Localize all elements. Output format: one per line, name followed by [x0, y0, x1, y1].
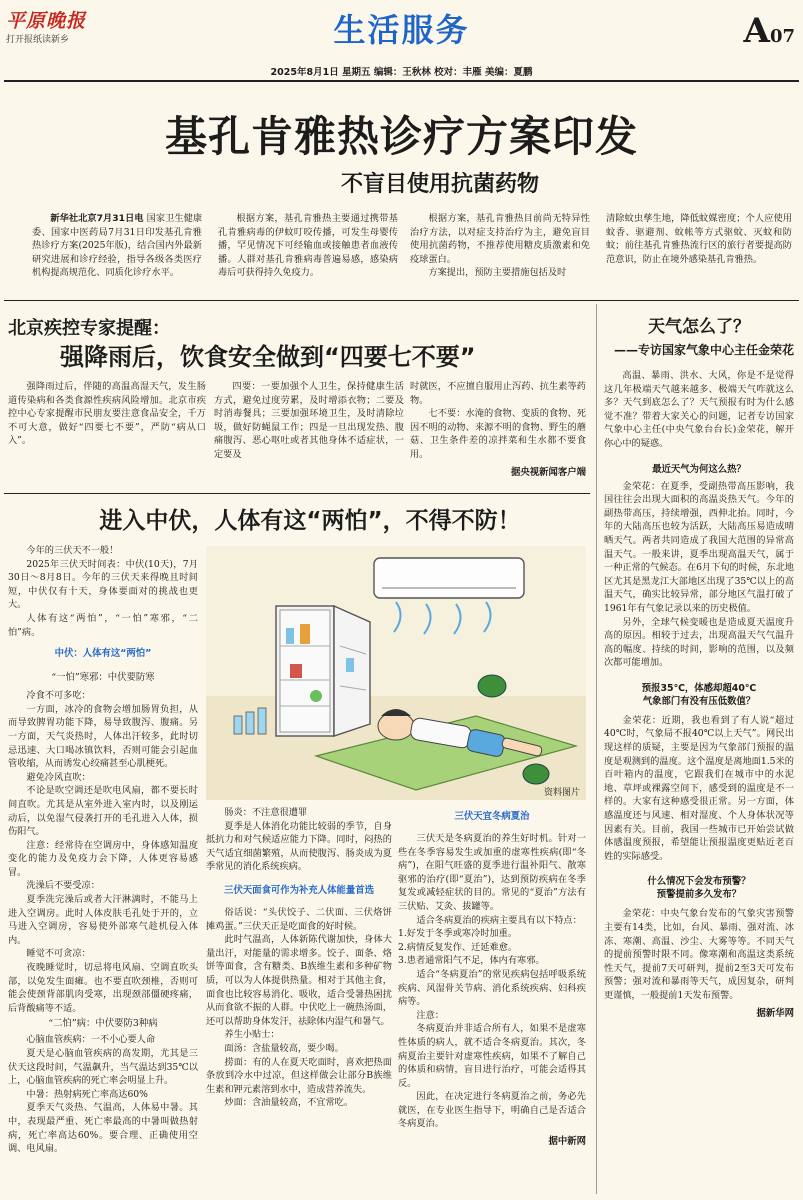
- article3-subhead-1: 中伏：人体有这“两怕”: [54, 648, 152, 660]
- q3-heading-line1: 什么情况下会发布预警？: [647, 876, 751, 888]
- article4-byline: ——专访国家气象中心主任金荣花: [613, 343, 794, 357]
- section-title: 生活服务: [333, 11, 470, 49]
- q3-heading-line2: 预警提前多久发布？: [656, 889, 742, 901]
- article2-col3: 时就医，不应擅自服用止泻药、抗生素等药物。 七不要：水淹的食物、变质的食物、死因不明的动物、来源不明的食物、野生的蘑菇、卫生条件差的凉拌菜和生水都不要食用。 据央视新闻客户端: [410, 381, 586, 478]
- winter-list-2: 2.病情反复发作、迁延难愈。: [398, 941, 518, 953]
- article3-title: 进入中伏，人体有这“两怕”，不得不防！: [99, 508, 521, 534]
- article4-source: 据新华网: [756, 1007, 794, 1019]
- brand-slogan: 打开报纸读新乡: [6, 35, 70, 45]
- summer-illustration: [206, 546, 586, 800]
- article1-col1: 新华社北京7月31日电 国家卫生健康委、国家中医药局7月31日印发基孔肯雅热诊疗方案(2025年版)，结合国内外最新研究进展和诊疗经验，指导各级各类医疗机构提高规范化、同质化诊疗水平。: [32, 213, 203, 279]
- fear2-heading: “二怕”病：中伏要防3种病: [48, 1018, 158, 1030]
- winter-list-1: 1.好发于冬季或寒冷时加重。: [398, 928, 518, 940]
- article2-col1: 强降雨过后，伴随的高温高湿天气，发生肠道传染病和各类食源性疾病风险增加。北京市疾控中心专家提醒市民朋友要注意食品安全，千万不可大意，做好“四要七不要”，严防“病从口入”。: [8, 381, 206, 447]
- article3-subhead-3: 三伏天宜冬病夏治: [454, 811, 530, 822]
- q1-heading: 最近天气为何这么热？: [652, 463, 746, 475]
- article1-title: 基孔肯雅热诊疗方案印发: [164, 112, 638, 161]
- article4-title: 天气怎么了？: [648, 317, 750, 337]
- article3-col2: 肠炎：不注意很遭罪 夏季是人体消化功能比较弱的季节，自身抵抗力和对气候适应能力下降。同时，闷热的天气适宜细菌繁殖，从而使腹泻、肠炎成为夏季常见的消化系统疾病。 三伏天面食可作为补充人体能量首选 俗话说：“头伏饺子、二伏面、三伏烙饼摊鸡蛋。”三伏天正是吃面食的好时候。 此时气温高，人体新陈代谢加快，身体大量出汗，对能量的需求增多。饺子、面条、烙饼等面食，含有糖类、B族维生素和多种矿物质，可以为人体提供热量。相对于其他主食，面食也比较容易消化、吸收，适合受暑热困扰从而食欲不振的人群。中伏吃上一碗热汤面，还可以帮助身体发汗，祛除体内湿气和暑气。 养生小贴士： 面汤：含盐量较高，要少喝。 捞面：有的人在夏天吃面时，喜欢把热面条放到冷水中过凉，但这样做会让部分B族维生素和钾元素溶到水中，造成营养流失。 炒面：含油量较高，不宜常吃。: [206, 807, 392, 1109]
- article3-col3: 三伏天宜冬病夏治 三伏天是冬病夏治的养生好时机。针对一些在冬季容易发生或加重的虚寒性疾病(即“冬病”)，在阳气旺盛的夏季进行温补阳气、散寒驱邪的治疗(即“夏治”)，达到预防疾病在冬季复发或减轻症状的目的。常见的“夏治”方法有三伏贴、艾灸、拔罐等。 适合冬病夏治的疾病主要具有以下特点： 1.好发于冬季或寒冷时加重。 2.病情反复发作、迁延难愈。 3.患者通常阳气不足，体内有寒邪。 适合“冬病夏治”的常见疾病包括呼吸系统疾病、风湿骨关节病、消化系统疾病、妇科疾病等。 注意： 冬病夏治并非适合所有人，如果不是虚寒性体质的病人，就不适合冬病夏治。其次，冬病夏治主要针对虚寒性疾病，如果不了解自己的体质和病情，盲目进行治疗，可能会适得其反。 因此，在决定进行冬病夏治之前，务必先就医，在专业医生指导下，明确自己是否适合冬病夏治。 据中新网: [398, 811, 586, 1148]
- article1-subtitle: 不盲目使用抗菌药物: [340, 171, 539, 197]
- q2-heading-line2: 气象部门有没有压低数值？: [642, 695, 756, 707]
- brand-logo: 平原晚报: [6, 10, 87, 32]
- sleeping-child-illustration: [206, 546, 586, 800]
- article2-col2: 四要：一要加强个人卫生，保持健康生活方式，避免过度劳累，及时增添衣物；二要及时消毒餐具；三要加强环境卫生，及时清除垃圾，做好防蝇鼠工作；四是一旦出现发热、腹痛腹泻、恶心呕吐或者其他身体不适症状，一定要及: [214, 381, 404, 460]
- article2-kicker: 北京疾控专家提醒：: [8, 318, 170, 339]
- article1-lead: 新华社北京7月31日电: [50, 213, 144, 224]
- q2-heading-line1: 预报35℃，体感却超40℃: [641, 682, 757, 694]
- article1-col3: 根据方案，基孔肯雅热目前尚无特异性治疗方法，以对症支持治疗为主，避免盲目使用抗菌药物，不推荐使用糖皮质激素和免疫球蛋白。 方案提出，预防主要措施包括及时: [410, 213, 590, 279]
- article2-source: 据央视新闻客户端: [510, 466, 586, 478]
- winter-list-3: 3.患者通常阳气不足，体内有寒邪。: [398, 955, 545, 967]
- page-num: 07: [769, 26, 795, 47]
- article1-col4: 清除蚊虫孳生地，降低蚊媒密度；个人应使用蚊香、驱避剂、蚊帐等方式驱蚊、灭蚊和防蚊；前往基孔肯雅热流行区的旅行者要提高防范意识，防止在境外感染基孔肯雅热。: [606, 213, 792, 265]
- article3-subhead-2: 三伏天面食可作为补充人体能量首选: [223, 884, 374, 896]
- article4: 天气怎么了？ ——专访国家气象中心主任金荣花 高温、暴雨、洪水、大风，你是不是觉得这几年极端天气越来越多、极端天气咋就这么多？天气到底怎么了？天气预报有时为什么感觉不准？带着大家关心的问题，记者专访国家气象中心主任(中央气象台台长)金荣花，解开你心中的疑惑。 最近天气为何这么热？ 金荣花：在夏季，受副热带高压影响，我国往往会出现大面积的高温炎热天气。今年的副热带高压，持续增强，西伸北抬。同时，今年的大陆高压也较为活跃，大陆高压易造成晴晒天气。两者共同造成了我国大范围的异常高温天气。一般来讲，夏季出现高温天气，属于一种正常的气候态。在6月下旬的时候，东北地区尤其是黑龙江大部地区出现了35℃以上的高温天气，确实比较异常，部分地区气温打破了1961年有气象记录以来的历史极值。 另外，全球气候变暖也是造成夏天温度升高的原因。相较于过去，出现高温天气气温升高的幅度、持续的时间，影响的范围，以及频次都可能增加。 预报35℃，体感却超40℃ 气象部门有没有压低数值？ 金荣花：近期，我也看到了有人说“超过40℃时，气象局不报40℃以上天气”。网民出现这样的质疑，主要是因为气象部门预报的温度是观测到的温度。这个温度是离地面1.5米的百叶箱内的温度，它跟我们在城市中的水泥地、草坪或裸露空间下，感受到的温度是不一样的。大家有这种感受很正常。另一方面，体感温度还与风速、相对湿度、个人身体状况等因素有关。目前，我国一些城市已开始尝试做体感温度预报，希望能让预报温度更贴近老百姓的实际感受。 什么情况下会发布预警？ 预警提前多久发布？ 金荣花：中央气象台发布的气象灾害预警主要有14类，比如，台风、暴雨、强对流、冰冻、寒潮、高温、沙尘、大雾等等。不同天气的提前预警时限不同。像寒潮和高温这类系统性天气，提前7天可研判，提前2至3天可发布预警；强对流和暴雨等天气，成因复杂，研判更谨慎，一般提前1天发布预警。 据新华网: [604, 317, 794, 1019]
- fear1-heading: “一怕”寒邪：中伏要防寒: [51, 672, 155, 684]
- article2-title: 强降雨后，饮食安全做到“四要七不要”: [60, 343, 476, 371]
- page-number: [743, 11, 795, 51]
- image-credit: 资料图片: [543, 788, 580, 798]
- page-letter: A: [743, 11, 770, 51]
- refrigerator-icon: [276, 606, 370, 736]
- article3-source: 据中新网: [548, 1136, 586, 1148]
- dateline: 2025年8月1日 星期五 编辑：王秋林 校对：丰雁 美编：夏鹏: [270, 67, 533, 78]
- article3-col1: 今年的三伏天不一般！ 2025年三伏天时间表：中伏(10天)，7月30日～8月8日。今年的三伏天来得晚且时间短，中伏仅有十天，身体要面对的挑战也更大。 人体有这“两怕”，“一怕”寒邪，“二怕”病。 中伏：人体有这“两怕” “一怕”寒邪：中伏要防寒 冷食不可多吃： 一方面，冰冷的食物会增加肠胃负担，从而导致脾胃功能下降，易导致腹泻、腹痛。另一方面，天气炎热时，人体出汗较多，此时切忌迅速、大口喝冰镇饮料，否则可能会引起血管收缩，从而诱发心绞痛甚至心肌梗死。 避免冷风直吹： 不论是吹空调还是吹电风扇，都不要长时间直吹。尤其是从室外进入室内时，以及刚运动后，以免湿气侵袭打开的毛孔进入人体，损伤阳气。 注意：经常待在空调房中，身体感知温度变化的能力及免疫力会下降，人体更容易感冒。 洗澡后不要受凉： 夏季洗完澡后或者大汗淋漓时，不能马上进入空调房。此时人体皮肤毛孔处于开的，立马进入空调房，容易使外部寒气趁机侵入体内。 睡觉不可贪凉： 夜晚睡觉时，切忌将电风扇、空调直吹头部，以免发生面瘫。也不要直吹颈椎，否则可能会使颈背部肌肉受寒，出现颈部僵硬疼痛，后背酸痛等不适。 “二怕”病：中伏要防3种病 心脑血管疾病：一不小心要人命 夏天是心脑血管疾病的高发期，尤其是三伏天这段时间，气温飙升，当气温达到35℃以上，心脑血管疾病的死亡率会明显上升。 中暑：热射病死亡率高达60% 夏季天气炎热、气温高，人体易中暑。其中，表现最严重、死亡率最高的中暑叫做热射病，死亡率高达60%。要合理、正确使用空调、电风扇。: [8, 545, 198, 1155]
- article1-col2: 根据方案，基孔肯雅热主要通过携带基孔肯雅病毒的伊蚊叮咬传播，可发生母婴传播，罕见情况下可经输血或接触患者血液传播。人群对基孔肯雅病毒普遍易感，感染病毒后可获得持久免疫力。: [218, 213, 398, 279]
